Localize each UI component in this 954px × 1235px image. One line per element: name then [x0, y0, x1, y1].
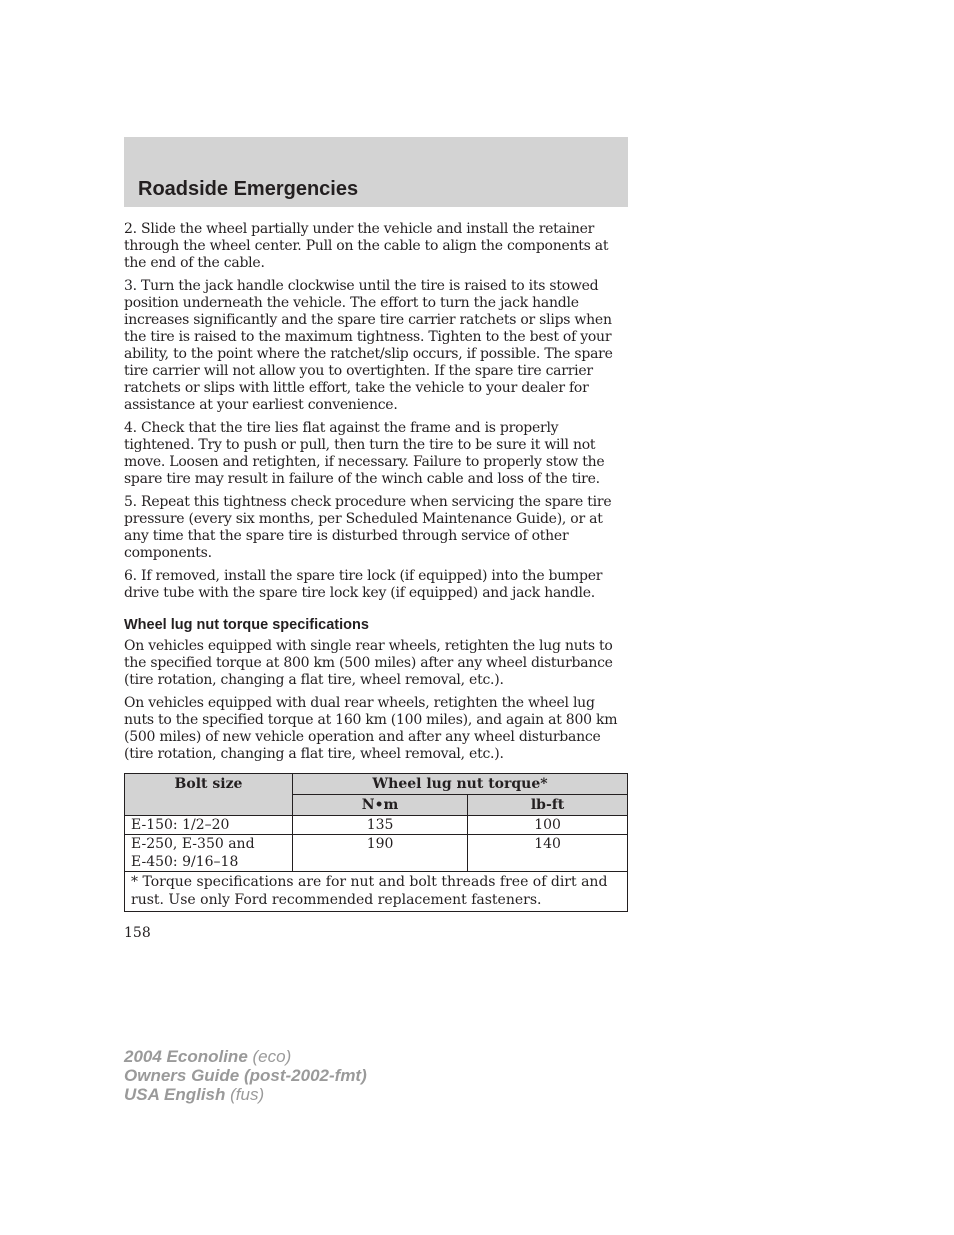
footer-model-code: (eco) [252, 1047, 292, 1066]
table-row [125, 835, 628, 872]
footer-guide: Owners Guide (post-2002-fmt) [124, 1066, 367, 1085]
step-6: 6. If removed, install the spare tire lock (if equipped) into the bumper drive tube with the spare tire lock key (if equipped) and jack handle. [124, 568, 603, 601]
section-title: Roadside Emergencies [138, 178, 359, 200]
torque-spec-heading: Wheel lug nut torque specifications [124, 617, 369, 633]
table-row [125, 816, 628, 835]
bolt-size-text: E-250, E-350 and [131, 836, 255, 852]
footer-line-1 [124, 1047, 367, 1066]
step-3: 3. Turn the jack handle clockwise until the tire is raised to its stowed position underneath the vehicle. The effort to turn the jack handle increases significantly and the spare tire carrier ratchets or slips when the tire is raised to the maximum tightness. Tighten to the best of your ability, to the point where the ratchet/slip occurs, if possible. The spare tire carrier will not allow you to overtighten. If the spare tire carrier ratchets or slips with little effort, take the vehicle to your dealer for assistance at your earliest convenience. [124, 278, 613, 413]
bolt-size-cell [125, 835, 293, 872]
table-header-row [125, 774, 628, 795]
document-footer [124, 1047, 367, 1104]
lbft-cell: 140 [468, 835, 628, 872]
footer-language: USA English [124, 1085, 226, 1104]
lbft-header: lb-ft [468, 795, 628, 816]
nm-header: N•m [293, 795, 468, 816]
page-number: 158 [124, 925, 151, 941]
step-5: 5. Repeat this tightness check procedure when servicing the spare tire pressure (every six months, per Scheduled Maintenance Guide), or at any time that the spare tire is disturbed through service of other components. [124, 494, 612, 561]
lbft-cell: 100 [468, 816, 628, 835]
step-2: 2. Slide the wheel partially under the vehicle and install the retainer through the wheel center. Pull on the cable to align the components at the end of the cable. [124, 221, 609, 271]
nm-cell: 190 [293, 835, 468, 872]
footer-line-2 [124, 1066, 367, 1085]
bolt-size-text: E-450: 9/16–18 [131, 854, 239, 870]
footer-language-code: (fus) [230, 1085, 265, 1104]
bolt-size-header: Bolt size [125, 774, 293, 816]
bolt-size-cell [125, 816, 293, 835]
single-rear-wheels-paragraph: On vehicles equipped with single rear wheels, retighten the lug nuts to the specified torque at 800 km (500 miles) after any wheel disturbance (tire rotation, changing a flat tire, wheel removal, etc.). [124, 638, 613, 688]
bolt-size-text: E-150: 1/2–20 [131, 817, 230, 833]
footer-line-3 [124, 1085, 367, 1104]
footer-model: 2004 Econoline [124, 1047, 248, 1066]
nm-cell: 135 [293, 816, 468, 835]
page-content [124, 221, 628, 912]
torque-table [124, 773, 628, 912]
table-note-row [125, 872, 628, 912]
table-footnote: * Torque specifications are for nut and bolt threads free of dirt and rust. Use only Ford recommended replacement fasteners. [125, 872, 628, 912]
dual-rear-wheels-paragraph: On vehicles equipped with dual rear wheels, retighten the wheel lug nuts to the specified torque at 160 km (100 miles), and again at 800 km (500 miles) of new vehicle operation and after any wheel disturbance (tire rotation, changing a flat tire, wheel removal, etc.). [124, 695, 618, 762]
section-header-band [124, 137, 628, 207]
step-4: 4. Check that the tire lies flat against the frame and is properly tightened. Try to push or pull, then turn the tire to be sure it will not move. Loosen and retighten, if necessary. Failure to properly stow the spare tire may result in failure of the winch cable and loss of the tire. [124, 420, 605, 487]
torque-header: Wheel lug nut torque* [293, 774, 628, 795]
